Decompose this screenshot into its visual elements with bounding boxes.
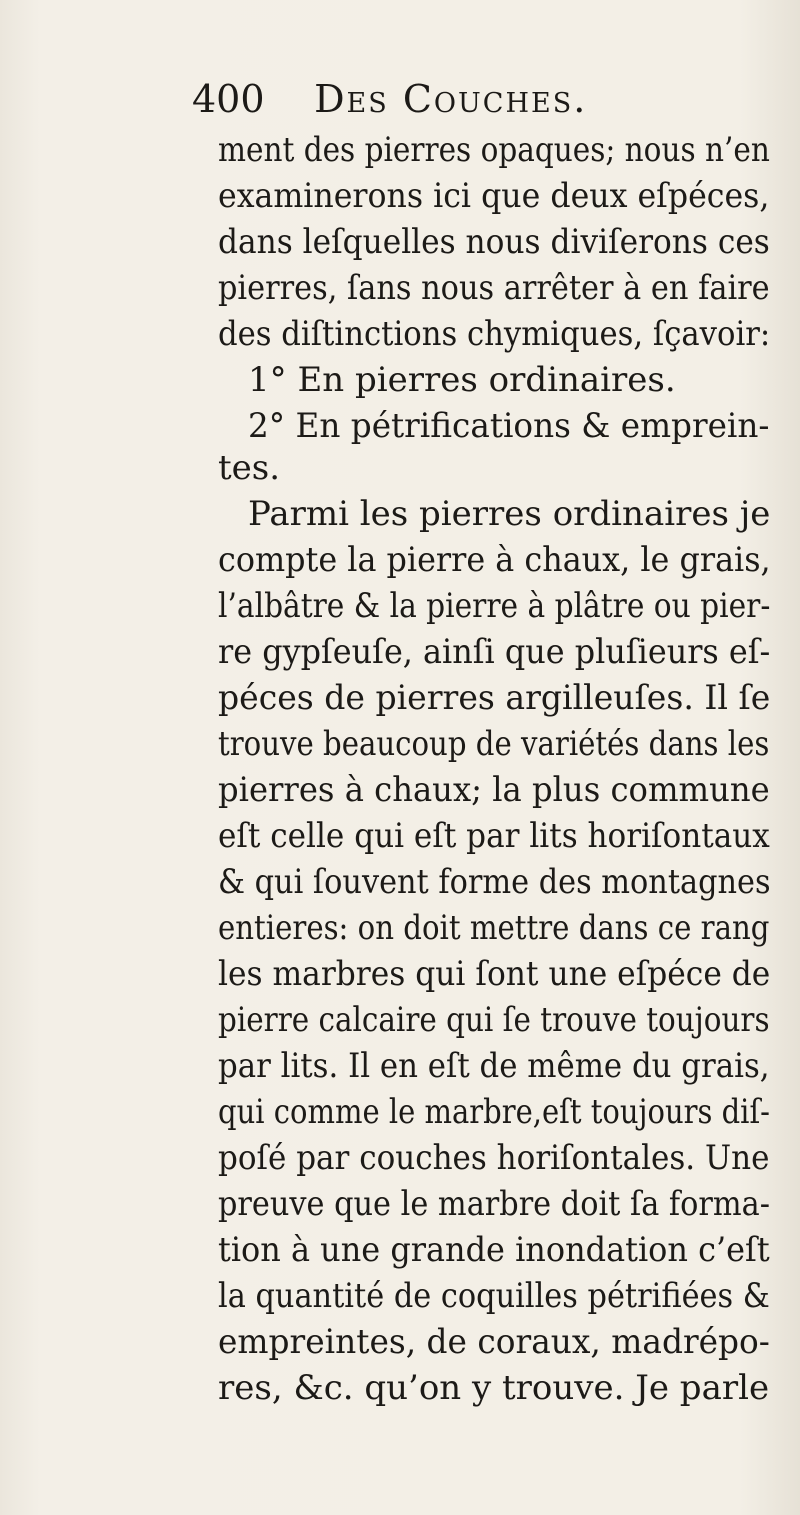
text-line: preuve que le marbre doit ſa forma- <box>218 1184 770 1224</box>
text-line: eſt celle qui eſt par lits horiſontaux <box>218 816 770 856</box>
text-line: & qui ſouvent forme des montagnes <box>218 862 771 902</box>
text-line: re gypſeuſe, ainſi que pluſieurs eſ- <box>218 632 771 672</box>
text-line: Parmi les pierres ordinaires je <box>248 494 771 534</box>
text-line: res, &c. qu’on y trouve. Je parle <box>218 1368 770 1408</box>
text-line: entieres: on doit mettre dans ce rang <box>218 908 770 948</box>
text-line: poſé par couches horiſontales. Une <box>218 1138 770 1178</box>
text-line: des diſtinctions chymiques, ſçavoir: <box>218 314 771 354</box>
text-line: l’albâtre & la pierre à plâtre ou pier- <box>218 586 771 626</box>
text-line: examinerons ici que deux eſpéces, <box>218 176 770 216</box>
page-number: 400 <box>192 77 265 121</box>
text-line: péces de pierres argilleuſes. Il ſe <box>218 678 771 718</box>
text-line: pierre calcaire qui ſe trouve toujours <box>218 1000 770 1040</box>
running-header <box>192 74 752 124</box>
text-line: pierres à chaux; la plus commune <box>218 770 770 810</box>
text-line: les marbres qui ſont une eſpéce de <box>218 954 771 994</box>
text-line: ment des pierres opaques; nous n’en <box>218 130 770 170</box>
text-line: par lits. Il en eſt de même du grais, <box>218 1046 770 1086</box>
text-line: tion à une grande inondation c’eſt <box>218 1230 770 1270</box>
text-line: 2° En pétrifications & emprein- <box>248 406 770 446</box>
text-line: pierres, ſans nous arrêter à en faire <box>218 268 770 308</box>
text-line: tes. <box>218 448 281 488</box>
text-line: trouve beaucoup de variétés dans les <box>218 724 770 764</box>
text-line: la quantité de coquilles pétrifiées & <box>218 1276 770 1316</box>
text-line: empreintes, de coraux, madrépo- <box>218 1322 770 1362</box>
text-line: dans leſquelles nous diviſerons ces <box>218 222 770 262</box>
running-title: Des Couches. <box>314 77 588 121</box>
text-line: qui comme le marbre,eſt toujours diſ- <box>218 1092 770 1132</box>
text-line: 1° En pierres ordinaires. <box>248 360 676 400</box>
text-line: compte la pierre à chaux, le grais, <box>218 540 771 580</box>
